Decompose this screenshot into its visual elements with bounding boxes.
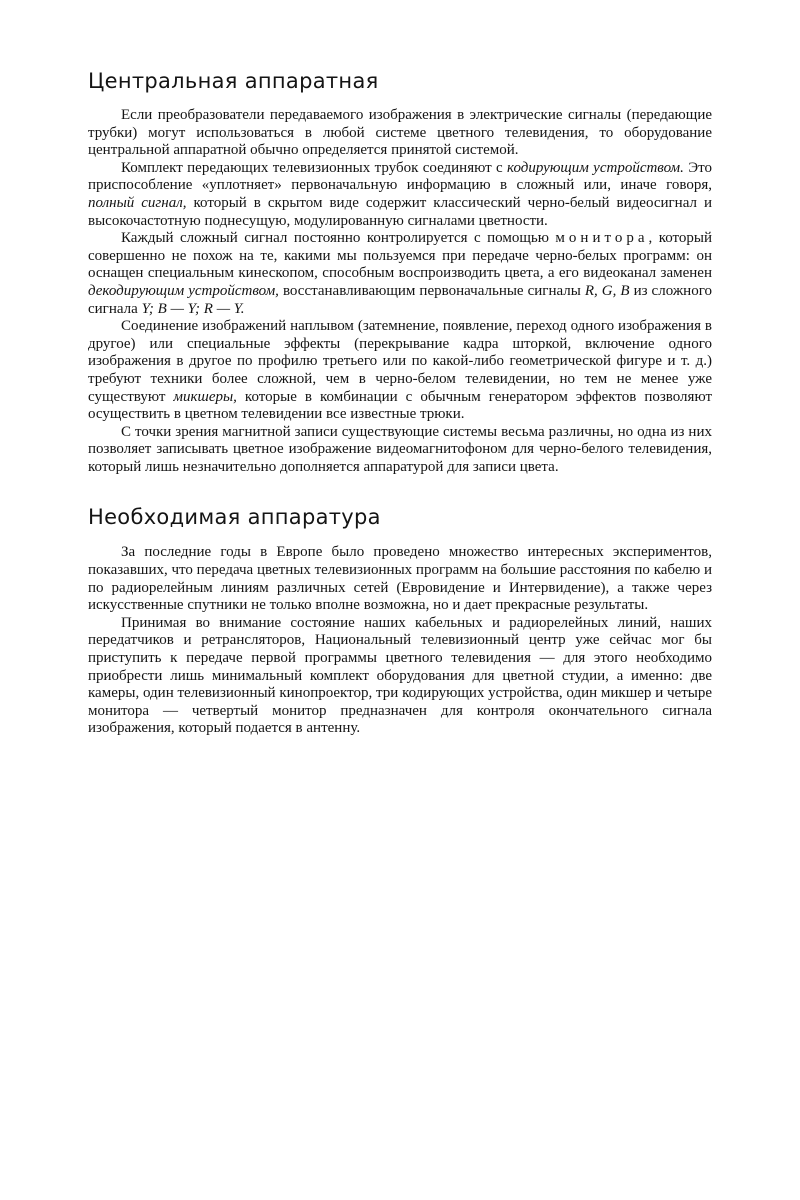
- emphasis-text: кодирующим устройством.: [507, 159, 684, 176]
- text-run: Каждый сложный сигнал постоянно контролируется с помощью: [121, 230, 556, 247]
- text-run: Соединение изображений наплывом (затемнение, появление, переход одного изображения в другое) или специальные эффекты (перекрывание кадра шторкой, включение одного изображения в другое по профилю третьего или по какой-либо геометрической фигуре и т. д.) требуют техники более сложной, чем в черно-белом телевидении, но тем не менее уже существуют: [88, 318, 712, 405]
- paragraph: [88, 107, 712, 160]
- text-run: Комплект передающих телевизионных трубок соединяют с: [121, 159, 508, 176]
- text-run: которые в комбинации с обычным генератором эффектов позволяют осуществить в цветном телевидении все известные трюки.: [88, 388, 713, 423]
- section-title: Необходимая аппаратура: [88, 505, 381, 530]
- section-required-equipment: [88, 502, 712, 738]
- text-run: Если преобразователи передаваемого изображения в электрические сигналы (передающие трубки) могут использоваться в любой системе цветного телевидения, то оборудование центральной аппаратной обычно определяется принятой системой.: [88, 107, 712, 159]
- text-run: Принимая во внимание состояние наших кабельных и радиорелейных линий, наших передатчиков и ретрансляторов, Национальный телевизионный центр уже сейчас мог бы приступить к передаче первой программы цветного телевидения — для этого необходимо приобрести лишь минимальный комплект оборудования для цветной студии, а именно: две камеры, один телевизионный кинопроектор, три кодирующих устройства, один микшер и четыре монитора — четвертый монитор предназначен для контроля окончательного сигнала изображения, который подается в антенну.: [88, 614, 712, 737]
- page: [88, 66, 712, 738]
- text-run: из сложного сигнала: [88, 282, 712, 317]
- emphasis-text: декодирующим устройством,: [88, 282, 279, 299]
- section-body: [88, 107, 712, 476]
- paragraph: [88, 544, 712, 614]
- spaced-text: монитора: [555, 230, 649, 247]
- text-run: Это приспособление «уплотняет» первоначальную информацию в сложный или, иначе говоря,: [88, 159, 712, 194]
- emphasis-text: полный сигнал,: [88, 194, 187, 211]
- section-title: Центральная аппаратная: [88, 69, 379, 93]
- emphasis-text: микшеры,: [173, 388, 237, 405]
- paragraph: [88, 318, 712, 424]
- section-body: [88, 544, 712, 738]
- text-run: За последние годы в Европе было проведено множество интересных экспериментов, показавших, что передача цветных телевизионных программ на большие расстояния по кабелю и по радиорелейным линиям различных сетей (Евровидение и Интервидение), а также через искусственные спутники не только вполне возможна, но и дает прекрасные результаты.: [88, 544, 712, 614]
- paragraph: [88, 424, 712, 477]
- emphasis-text: R, G, B: [584, 282, 630, 299]
- emphasis-text: Y; B — Y; R — Y.: [141, 300, 245, 317]
- paragraph: [88, 160, 712, 230]
- text-run: , который совершенно не похож на те, какими мы пользуемся при передаче черно-белых программ: он оснащен специальным кинескопом, способным воспроизводить цвета, а его видеоканал заменен: [88, 230, 712, 282]
- paragraph: [88, 615, 712, 738]
- text-run: который в скрытом виде содержит классический черно-белый видеосигнал и высокочастотную поднесущую, модулированную сигналами цветности.: [88, 194, 712, 229]
- paragraph: [88, 230, 712, 318]
- text-run: С точки зрения магнитной записи существующие системы весьма различны, но одна из них позволяет записывать цветное изображение видеомагнитофоном для черно-белого телевидения, который лишь незначительно дополняется аппаратурой для записи цвета.: [88, 423, 712, 475]
- section-central-control-room: [88, 66, 712, 476]
- text-run: восстанавливающим первоначальные сигналы: [278, 282, 585, 299]
